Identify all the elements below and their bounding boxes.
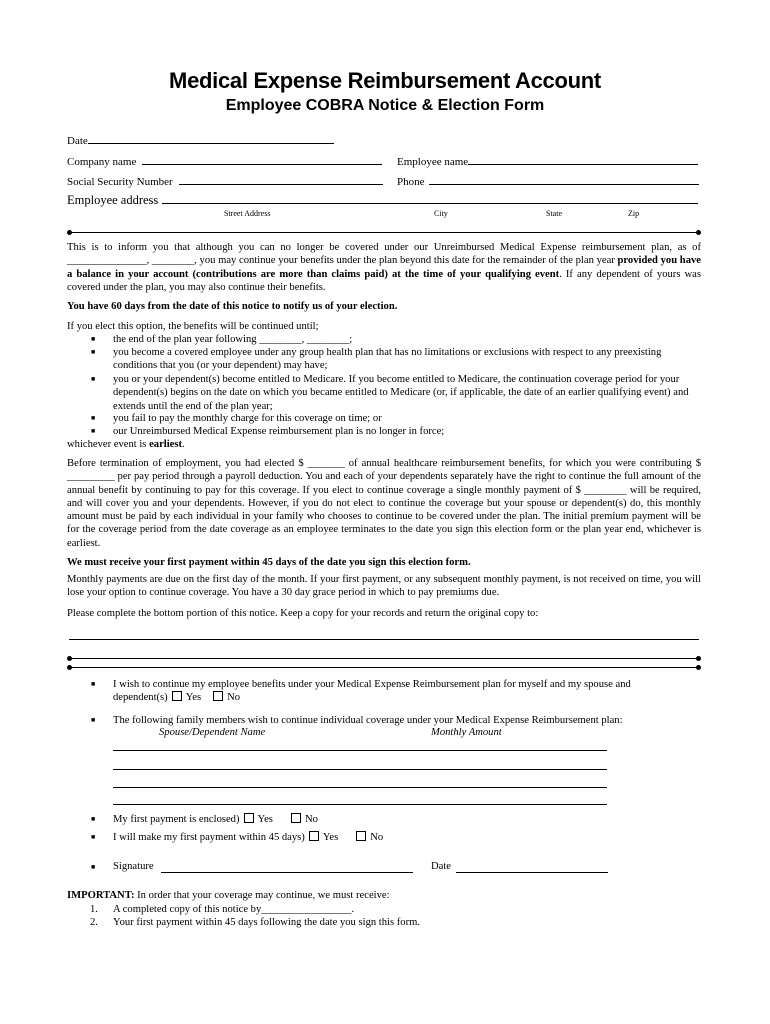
continuation-bullet-3: you or your dependent(s) become entitled to Medicare. If you become entitled to Medicare, the continuation coverage period for your dependent(s) begins on the date on which you became entitled to Medicare (or, if applicable, the date of an earlier qualifying event) and extends until the end of the plan year; xyxy=(113,374,689,412)
important-label: IMPORTANT: xyxy=(67,890,135,901)
important-item-1: A completed copy of this notice by_________________. xyxy=(113,904,354,915)
enclosed-yes-checkbox[interactable] xyxy=(244,813,254,823)
divider-top xyxy=(69,232,699,233)
continuation-bullet-4: you fail to pay the monthly charge for this coverage on time; or xyxy=(113,413,382,424)
election-e1-b: dependent(s) xyxy=(113,692,168,704)
address-field[interactable] xyxy=(67,193,698,208)
dependents-no-checkbox[interactable] xyxy=(213,691,223,701)
notice-termination-paragraph: Before termination of employment, you had elected $ _______ of annual healthcare reimbursement benefits, for which you were contributing $ _________ per pay period through a payroll deduction. You and each of your dependents separately have the right to continue the full amount of the annual benefit by continuing to pay for this coverage. If you elect to continue coverage a single monthly payment of $ ________ will be required, and will cover you and your dependents. However, if you do not elect to continue the coverage but your spouse or dependent(s) do, this monthly amount must be paid by each individual in your family who chooses to continue to be covered under the plan. The initial premium payment will be for the coverage period from the date coverage as an employee terminates to the date you sign this election form or the plan year end, whichever is earliest. xyxy=(67,458,701,549)
notice-p1-a: This is to inform you that although you can no longer be covered under our Unreimbursed Medical Expense reimbursement plan, as of _______________, ________, you may continue your benefits under the plan beyond this date for the remainder of the plan year xyxy=(67,242,701,267)
ssn-field[interactable] xyxy=(67,174,383,188)
continuation-bullet-5: our Unreimbursed Medical Expense reimbursement plan is no longer in force; xyxy=(113,426,445,437)
spouse-name-column-header: Spouse/Dependent Name xyxy=(159,727,266,738)
no-label: No xyxy=(227,692,241,704)
date-sign-line[interactable] xyxy=(456,872,608,873)
signature-label: Signature xyxy=(113,861,154,872)
important-note xyxy=(67,890,390,901)
date-label: Date xyxy=(67,135,88,147)
date-sign-field[interactable] xyxy=(431,861,451,872)
bullet-marker: ■ xyxy=(91,716,96,724)
important-item-1-num: 1. xyxy=(90,904,98,915)
employee-name-label: Employee name xyxy=(397,156,469,168)
notice-p1-b: provided you have a balance in your account (contributions are more than claims paid) at the time of your qualifying event xyxy=(67,255,701,280)
first-payment-45-days-row xyxy=(113,831,703,844)
form-subtitle: Employee COBRA Notice & Election Form xyxy=(225,97,545,114)
notice-monthly-payments: Monthly payments are due on the first day of the month. If your first payment, or any subsequent monthly payment, is not received on time, you will lose your option to continue coverage. You have a 30 day grace period in which to pay premiums due. xyxy=(67,574,701,599)
notice-paragraph-1 xyxy=(67,241,701,294)
ssn-line[interactable] xyxy=(179,174,383,185)
company-field[interactable] xyxy=(67,154,382,168)
date-line[interactable] xyxy=(88,133,334,144)
bullet-marker: ■ xyxy=(91,348,96,356)
company-line[interactable] xyxy=(142,154,382,165)
election-e1-a: I wish to continue my employee benefits under your Medical Expense Reimbursement plan for myself and my spouse and xyxy=(113,679,631,690)
bullet-marker: ■ xyxy=(91,414,96,422)
notice-return-to: Please complete the bottom portion of this notice. Keep a copy for your records and return the original copy to: xyxy=(67,608,539,619)
street-sublabel: Street Address xyxy=(224,209,271,218)
whichever-a: whichever event is xyxy=(67,439,150,450)
dependent-line-2[interactable] xyxy=(113,769,607,770)
continuation-bullet-2: you become a covered employee under any group health plan that has no limitations or exclusions with respect to any preexisting conditions that you (or your dependent) may have; xyxy=(113,347,662,372)
signature-line[interactable] xyxy=(161,872,413,873)
bullet-marker: ■ xyxy=(91,375,96,383)
date-sign-label: Date xyxy=(431,861,451,872)
yes-label: Yes xyxy=(322,832,339,843)
dependent-line-1[interactable] xyxy=(113,750,607,751)
phone-line[interactable] xyxy=(429,174,699,185)
continuation-bullet-1: the end of the plan year following ________, ________; xyxy=(113,334,353,345)
enclosed-no-checkbox[interactable] xyxy=(291,813,301,823)
dependents-yes-checkbox[interactable] xyxy=(172,691,182,701)
election-continue-benefits xyxy=(113,678,703,705)
state-sublabel: State xyxy=(546,209,562,218)
notice-continue-until: If you elect this option, the benefits will be continued until; xyxy=(67,321,319,332)
return-address-line[interactable] xyxy=(69,639,699,640)
first-payment-45-label: I will make my first payment within 45 days) xyxy=(113,832,305,843)
bullet-marker: ■ xyxy=(91,833,96,841)
phone-label: Phone xyxy=(397,176,425,188)
dependent-line-4[interactable] xyxy=(113,804,607,805)
address-label: Employee address xyxy=(67,193,159,207)
bullet-marker: ■ xyxy=(91,815,96,823)
forty-five-no-checkbox[interactable] xyxy=(356,831,366,841)
election-family-members: The following family members wish to continue individual coverage under your Medical Expense Reimbursement plan: xyxy=(113,715,623,726)
notice-whichever xyxy=(67,438,701,451)
first-payment-enclosed-row xyxy=(113,813,703,826)
dependent-line-3[interactable] xyxy=(113,787,607,788)
whichever-b: earliest xyxy=(149,439,183,450)
first-payment-enclosed-label: My first payment is enclosed) xyxy=(113,814,240,825)
ssn-label: Social Security Number xyxy=(67,176,173,188)
yes-label: Yes xyxy=(185,692,202,704)
yes-label: Yes xyxy=(257,814,273,825)
phone-field[interactable] xyxy=(397,174,699,188)
notice-60-days: You have 60 days from the date of this notice to notify us of your election. xyxy=(67,301,398,312)
company-label: Company name xyxy=(67,156,137,168)
bullet-marker: ■ xyxy=(91,427,96,435)
whichever-c: . xyxy=(182,439,185,450)
employee-name-field[interactable] xyxy=(397,154,698,168)
signature-field[interactable] xyxy=(113,861,154,872)
form-title: Medical Expense Reimbursement Account xyxy=(169,68,601,93)
no-label: No xyxy=(304,814,318,825)
forty-five-yes-checkbox[interactable] xyxy=(309,831,319,841)
city-sublabel: City xyxy=(434,209,448,218)
divider-middle xyxy=(69,658,699,659)
important-item-2: Your first payment within 45 days following the date you sign this form. xyxy=(113,917,421,928)
notice-45-days: We must receive your first payment within 45 days of the date you sign this election form. xyxy=(67,557,471,568)
notice-p1-c: . If any dependent of yours was covered under the plan, you may also continue their benefits. xyxy=(67,268,701,293)
no-label: No xyxy=(370,832,384,843)
address-line[interactable] xyxy=(162,193,698,204)
monthly-amount-column-header: Monthly Amount xyxy=(431,727,502,738)
date-field[interactable] xyxy=(67,133,334,147)
bullet-marker: ■ xyxy=(91,680,96,688)
divider-lower xyxy=(69,667,699,668)
bullet-marker: ■ xyxy=(91,335,96,343)
zip-sublabel: Zip xyxy=(628,209,640,218)
important-item-2-num: 2. xyxy=(90,917,98,928)
bullet-marker: ■ xyxy=(91,863,96,871)
important-text: In order that your coverage may continue, we must receive: xyxy=(134,890,390,901)
employee-name-line[interactable] xyxy=(468,154,698,165)
